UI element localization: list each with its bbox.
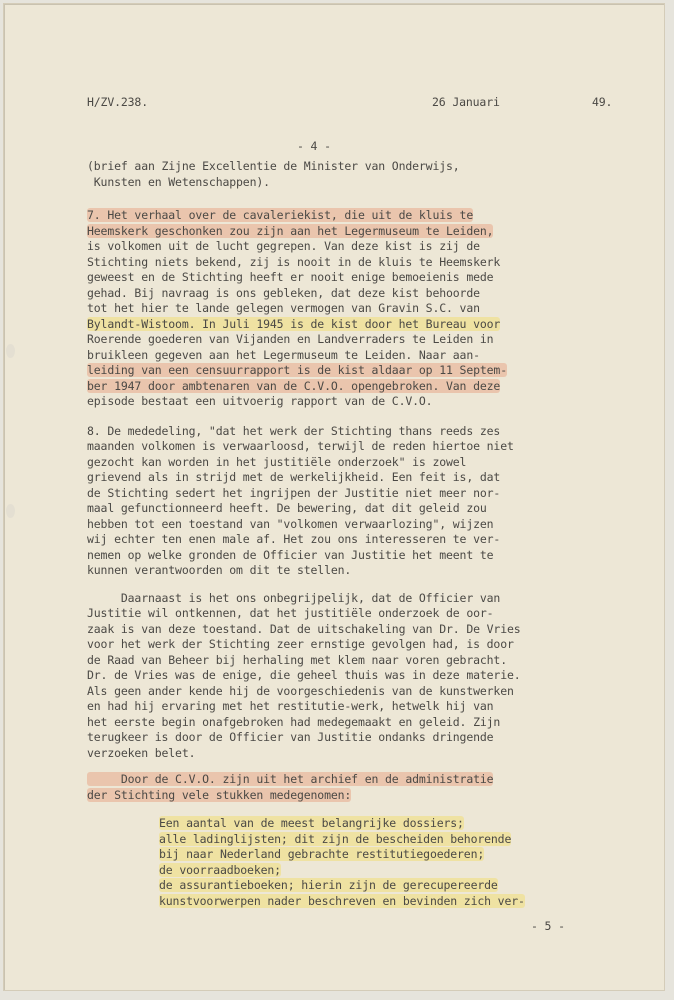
text-line: maal gefunctionneerd heeft. De bewering, dat dit geleid zou: [87, 501, 487, 515]
text-line: der Stichting vele stukken medegenomen:: [87, 788, 352, 802]
text-line: Dr. de Vries was de enige, die geheel thuis was in deze materie.: [87, 668, 521, 682]
text-line: leiding van een censuurrapport is de kist aldaar op 11 Septem-: [87, 363, 507, 377]
text-line: Justitie wil ontkennen, dat het justitiële onderzoek de oor-: [87, 606, 494, 620]
text-line: geweest en de Stichting heeft er nooit enige bemoeienis mede: [87, 270, 494, 284]
text-line: ber 1947 door ambtenaren van de C.V.O. opengebroken. Van deze: [87, 379, 501, 393]
text-line: hebben tot een toestand van "volkomen verwaarlozing", wijzen: [87, 517, 494, 531]
text-line: wij echter ten enen male af. Het zou ons interesseren te ver-: [87, 532, 501, 546]
text-line: Als geen ander kende hij de voorgeschiedenis van de kunstwerken: [87, 684, 514, 698]
text-line: Heemskerk geschonken zou zijn aan het Legermuseum te Leiden,: [87, 224, 494, 238]
text-line: is volkomen uit de lucht gegrepen. Van deze kist is zij de: [87, 239, 480, 253]
text-line: Bylandt-Wistoom. In Juli 1945 is de kist door het Bureau voor: [87, 317, 501, 331]
list-item: Een aantal van de meest belangrijke dossiers;: [159, 816, 464, 830]
continuation-marker: - 5 -: [531, 919, 565, 933]
page-number: - 4 -: [297, 139, 331, 153]
text-line: het eerste begin onafgebroken had medegemaakt en geleid. Zijn: [87, 715, 501, 729]
text-line: Daarnaast is het ons onbegrijpelijk, dat de Officier van: [87, 591, 501, 605]
letter-year: 49.: [592, 95, 613, 109]
text-line: Roerende goederen van Vijanden en Landverraders te Leiden in: [87, 332, 494, 346]
text-line: 8. De mededeling, "dat het werk der Stichting thans reeds zes: [87, 424, 501, 438]
punch-hole: [6, 504, 15, 518]
text-line: de Raad van Beheer bij herhaling met klem naar voren gebracht.: [87, 653, 507, 667]
text-line: Stichting niets bekend, zij is nooit in de kluis te Heemskerk: [87, 255, 501, 269]
text-line: bruikleen gegeven aan het Legermuseum te Leiden. Naar aan-: [87, 348, 480, 362]
addressee-line: Kunsten en Wetenschappen).: [87, 175, 270, 189]
list-item: kunstvoorwerpen nader beschreven en bevinden zich ver-: [159, 894, 525, 908]
list-item: de voorraadboeken;: [159, 863, 281, 877]
text-line: terugkeer is door de Officier van Justitie ondanks dringende: [87, 730, 494, 744]
list-item: bij naar Nederland gebrachte restitutiegoederen;: [159, 847, 485, 861]
text-line: tot het hier te lande gelegen vermogen van Gravin S.C. van: [87, 301, 480, 315]
list-item: de assurantieboeken; hierin zijn de gerecupereerde: [159, 878, 498, 892]
text-line: episode bestaat een uitvoerig rapport van de C.V.O.: [87, 394, 433, 408]
text-line: verzoeken belet.: [87, 746, 196, 760]
text-line: nemen op welke gronden de Officier van Justitie het meent te: [87, 548, 494, 562]
document-page: [4, 4, 664, 990]
text-line: en had hij ervaring met het restitutie-werk, hetwelk hij van: [87, 699, 494, 713]
text-line: kunnen verantwoorden om dit te stellen.: [87, 563, 352, 577]
letter-date: 26 Januari: [432, 95, 500, 109]
text-line: maanden volkomen is verwaarloosd, terwijl de reden hiertoe niet: [87, 439, 514, 453]
text-line: grievend als in strijd met de werkelijkheid. Een feit is, dat: [87, 470, 501, 484]
text-line: 7. Het verhaal over de cavaleriekist, die uit de kluis te: [87, 208, 474, 222]
text-line: gezocht kan worden in het justitiële onderzoek" is zowel: [87, 455, 467, 469]
text-line: de Stichting sedert het ingrijpen der Justitie niet meer nor-: [87, 486, 501, 500]
reference-number: H/ZV.238.: [87, 95, 148, 109]
text-line: voor het werk der Stichting zeer ernstige gevolgen had, is door: [87, 637, 514, 651]
text-line: gehad. Bij navraag is ons gebleken, dat deze kist behoorde: [87, 286, 480, 300]
list-item: alle ladinglijsten; dit zijn de bescheiden behorende: [159, 832, 512, 846]
text-line: zaak is van deze toestand. Dat de uitschakeling van Dr. De Vries: [87, 622, 521, 636]
addressee-line: (brief aan Zijne Excellentie de Minister van Onderwijs,: [87, 159, 460, 173]
text-line: Door de C.V.O. zijn uit het archief en de administratie: [87, 772, 494, 786]
punch-hole: [6, 344, 15, 358]
